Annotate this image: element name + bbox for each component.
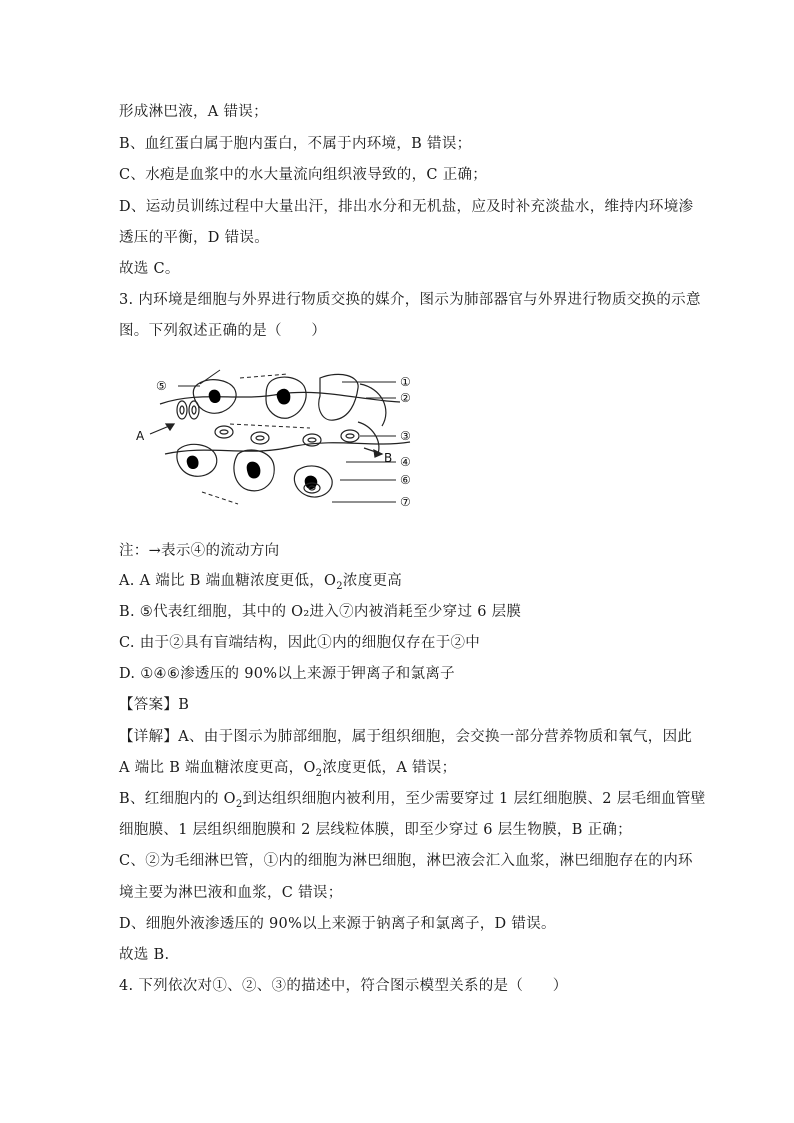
label-6: ⑥ — [400, 473, 411, 487]
label-1: ① — [400, 375, 411, 389]
explanation-line-7: D、细胞外液渗透压的 90%以上来源于钠离子和氯离子，D 错误。 — [119, 916, 556, 932]
red-blood-cell — [189, 401, 199, 419]
question-3-stem-1: 3. 内环境是细胞与外界进行物质交换的媒介，图示为肺部器官与外界进行物质交换的示意 — [119, 292, 701, 308]
text-line-5: 透压的平衡，D 错误。 — [119, 230, 270, 246]
red-blood-cell — [341, 430, 359, 442]
option-b: B. ⑤代表红细胞，其中的 O₂进入⑦内被消耗至少穿过 6 层膜 — [119, 604, 522, 620]
red-blood-cell — [308, 438, 316, 442]
red-blood-cell — [177, 401, 187, 419]
explanation-line-2-text-end: 浓度更低，A 错误； — [322, 760, 457, 776]
red-blood-cell — [251, 432, 269, 444]
option-a-text-end: 浓度更高 — [342, 573, 403, 589]
red-blood-cell — [256, 436, 264, 440]
dashed-boundary — [230, 424, 310, 428]
lung-exchange-diagram — [120, 362, 430, 532]
text-line-1: 形成淋巴液，A 错误； — [119, 104, 268, 120]
text-line-3: C、水疱是血浆中的水大量流向组织液导致的，C 正确； — [119, 167, 488, 183]
label-5: ⑤ — [156, 379, 167, 393]
question-3-stem-2: 图。下列叙述正确的是（ ） — [119, 323, 327, 339]
red-blood-cell — [192, 406, 196, 414]
text-line-4: D、运动员训练过程中大量出汗，排出水分和无机盐，应及时补充淡盐水，维持内环境渗 — [119, 199, 694, 215]
red-blood-cell — [180, 406, 184, 414]
cell-upper-3 — [319, 374, 358, 420]
red-blood-cell — [346, 434, 354, 438]
explanation-line-5: C、②为毛细淋巴管，①内的细胞为淋巴细胞，淋巴液会汇入血浆，淋巴细胞存在的内环 — [119, 853, 693, 869]
explanation-line-2-text: A 端比 B 端血糖浓度更高，O — [119, 760, 316, 776]
explanation-line-2-subscript: 2 — [315, 767, 323, 779]
lymph-vessel — [360, 384, 386, 426]
explanation-line-6: 境主要为淋巴液和血浆，C 错误； — [119, 885, 343, 901]
explanation-line-3-text: B、红细胞内的 O — [119, 791, 236, 807]
question-4-stem: 4. 下列依次对①、②、③的描述中，符合图示模型关系的是（ ） — [119, 978, 568, 994]
option-a-text: A. A 端比 B 端血糖浓度更低，O — [119, 573, 337, 589]
option-d: D. ①④⑥渗透压的 90%以上来源于钾离子和氯离子 — [119, 666, 455, 682]
explanation-line-4: 细胞膜、1 层组织细胞膜和 2 层线粒体膜，即至少穿过 6 层生物膜，B 正确； — [119, 822, 632, 838]
figure-note: 注：→表示④的流动方向 — [119, 543, 280, 559]
explanation-line-3-subscript: 2 — [235, 798, 243, 810]
answer: 【答案】B — [119, 697, 190, 713]
label-3: ③ — [400, 429, 411, 443]
red-blood-cell — [220, 430, 228, 434]
explanation-line-3 — [119, 789, 706, 809]
label-2: ② — [400, 391, 411, 405]
vessel-bottom-boundary — [165, 442, 410, 454]
label-7: ⑦ — [400, 495, 411, 509]
explanation-line-1: 【详解】A、由于图示为肺部细胞，属于组织细胞，会交换一部分营养物质和氧气，因此 — [119, 729, 693, 745]
text-line-6: 故选 C。 — [119, 261, 180, 277]
option-a — [119, 571, 402, 591]
arrow-b-label: B — [384, 451, 393, 465]
explanation-line-3-text-end: 到达组织细胞内被利用，至少需要穿过 1 层红细胞膜、2 层毛细血管壁 — [242, 791, 706, 807]
option-c: C. 由于②具有盲端结构，因此①内的细胞仅存在于②中 — [119, 635, 481, 651]
label-4: ④ — [400, 455, 411, 469]
red-blood-cell — [215, 426, 233, 438]
dashed-boundary — [202, 492, 238, 504]
explanation-line-8: 故选 B. — [119, 947, 170, 963]
option-a-subscript: 2 — [336, 580, 343, 592]
text-line-2: B、血红蛋白属于胞内蛋白，不属于内环境，B 错误； — [119, 136, 472, 152]
arrow-a-label: A — [136, 429, 145, 443]
explanation-line-2 — [119, 758, 456, 778]
